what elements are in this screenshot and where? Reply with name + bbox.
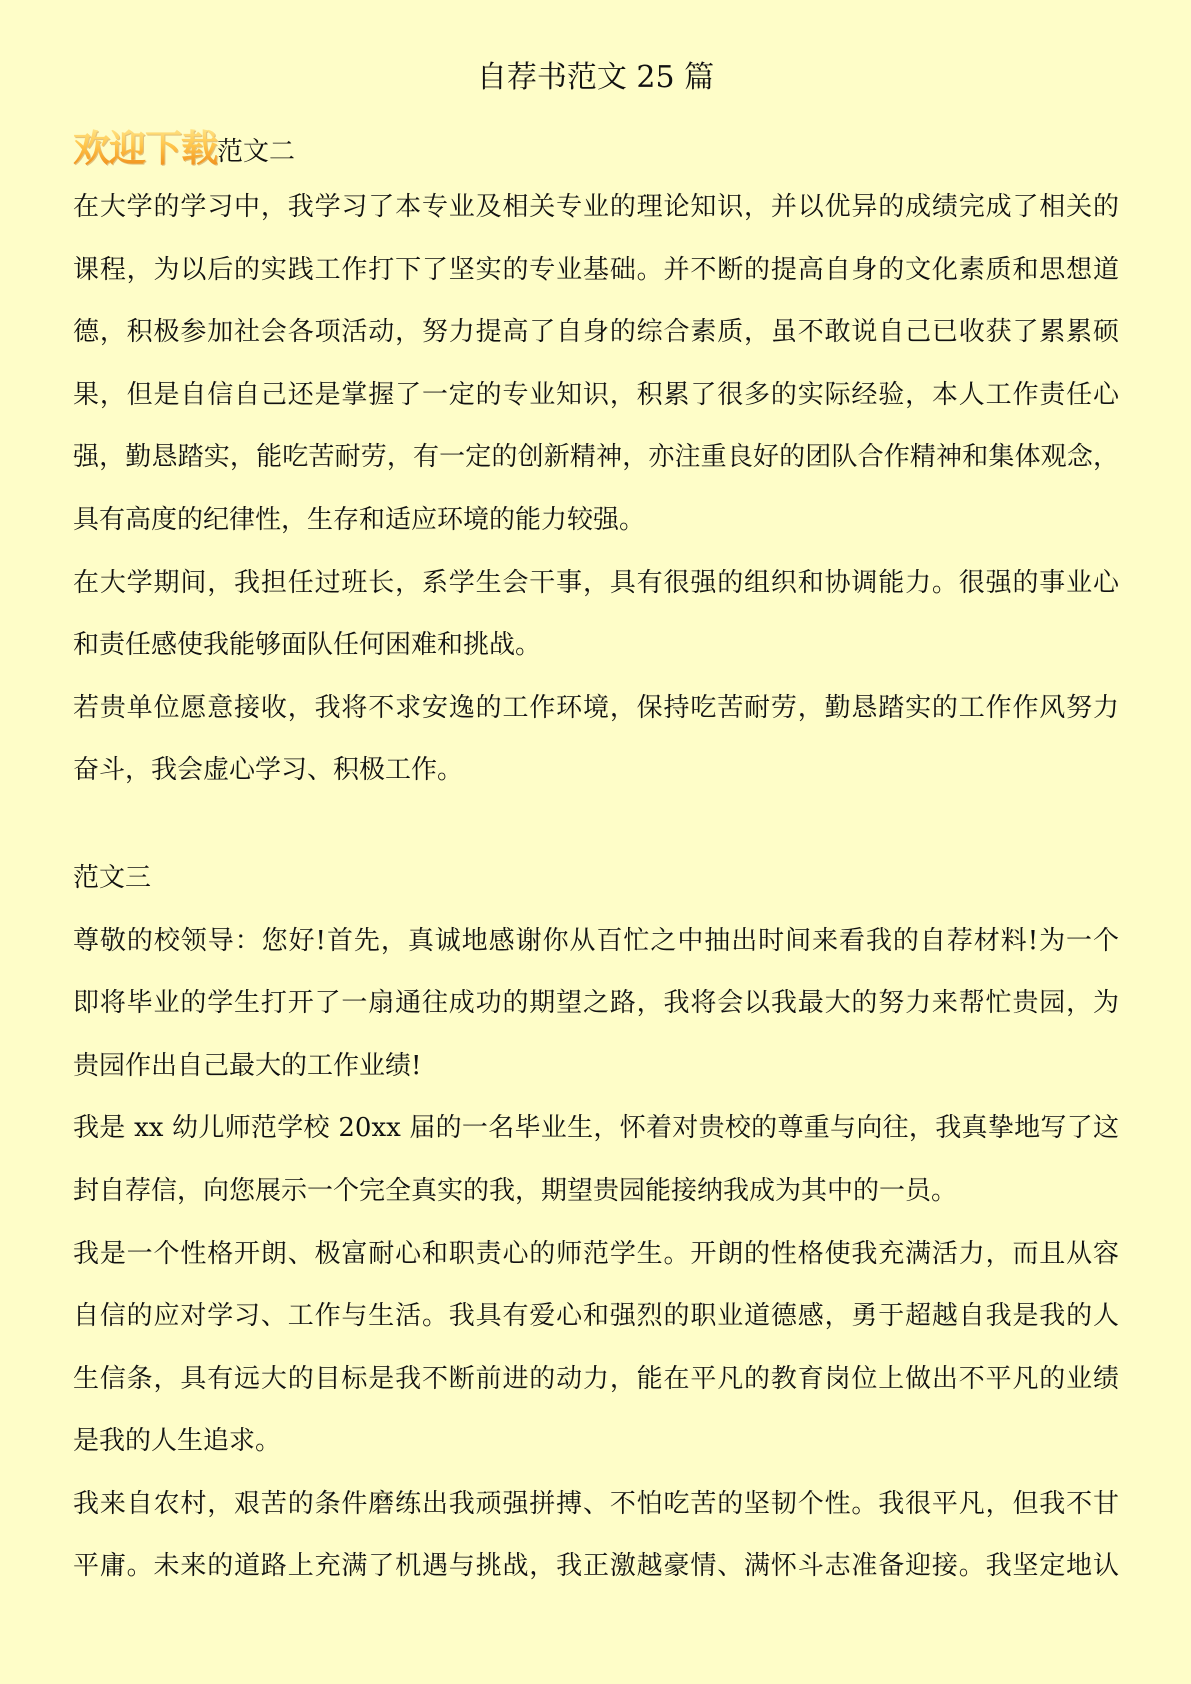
section-heading: 范文三 [73,862,152,893]
paragraph [73,1473,1119,1598]
text-line: 和责任感使我能够面队任何困难和挑战。 [73,630,542,661]
text-line: 生信条，具有远大的目标是我不断前进的动力，能在平凡的教育岗位上做出不平凡的业绩 [73,1363,1119,1394]
section-heading: 范文二 [217,137,296,167]
text-line: 强，勤恳踏实，能吃苦耐劳，有一定的创新精神，亦注重良好的团队合作精神和集体观念， [73,442,1119,473]
paragraph [73,677,1119,802]
paragraph [73,1223,1119,1473]
document-body [73,121,1119,1598]
text-line: 自信的应对学习、工作与生活。我具有爱心和强烈的职业道德感，勇于超越自我是我的人 [73,1301,1119,1332]
text-line: 即将毕业的学生打开了一扇通往成功的期望之路，我将会以我最大的努力来帮忙贵园，为 [73,988,1119,1019]
text-line: 封自荐信，向您展示一个完全真实的我，期望贵园能接纳我成为其中的一员。 [73,1175,958,1206]
section-header-row [73,121,1119,176]
text-line: 我来自农村，艰苦的条件磨练出我顽强拼搏、不怕吃苦的坚韧个性。我很平凡，但我不甘 [73,1488,1119,1519]
text-line: 贵园作出自己最大的工作业绩! [73,1050,422,1081]
text-line: 平庸。未来的道路上充满了机遇与挑战，我正激越豪情、满怀斗志准备迎接。我坚定地认 [73,1551,1119,1582]
text-line: 是我的人生追求。 [73,1426,282,1457]
text-line: 果，但是自信自己还是掌握了一定的专业知识，积累了很多的实际经验，本人工作责任心 [73,379,1119,410]
text-line: 课程，为以后的实践工作打下了坚实的专业基础。并不断的提高自身的文化素质和思想道 [73,254,1119,285]
text-line: 我是 xx 幼儿师范学校 20xx 届的一名毕业生，怀着对贵校的尊重与向往，我真挚地写了这 [73,1113,1119,1144]
watermark-logo: 欢迎下载 [73,121,217,176]
text-line: 德，积极参加社会各项活动，努力提高了自身的综合素质，虽不敢说自己已收获了累累硕 [73,317,1119,348]
section [73,121,1119,802]
paragraph [73,910,1119,1098]
section [73,847,1119,1598]
paragraph [73,1097,1119,1222]
paragraph [73,552,1119,677]
document-title: 自荐书范文 25 篇 [476,60,715,95]
text-line: 奋斗，我会虚心学习、积极工作。 [73,755,464,786]
text-line: 在大学的学习中，我学习了本专业及相关专业的理论知识，并以优异的成绩完成了相关的 [73,192,1119,222]
text-line: 具有高度的纪律性，生存和适应环境的能力较强。 [73,504,646,535]
text-line: 我是一个性格开朗、极富耐心和职责心的师范学生。开朗的性格使我充满活力，而且从容 [73,1238,1119,1269]
text-line: 尊敬的校领导：您好!首先，真诚地感谢你从百忙之中抽出时间来看我的自荐材料!为一个 [73,925,1119,956]
paragraph [73,176,1119,552]
text-line: 在大学期间，我担任过班长，系学生会干事，具有很强的组织和协调能力。很强的事业心 [73,567,1119,598]
text-line: 若贵单位愿意接收，我将不求安逸的工作环境，保持吃苦耐劳，勤恳踏实的工作作风努力 [73,692,1119,723]
